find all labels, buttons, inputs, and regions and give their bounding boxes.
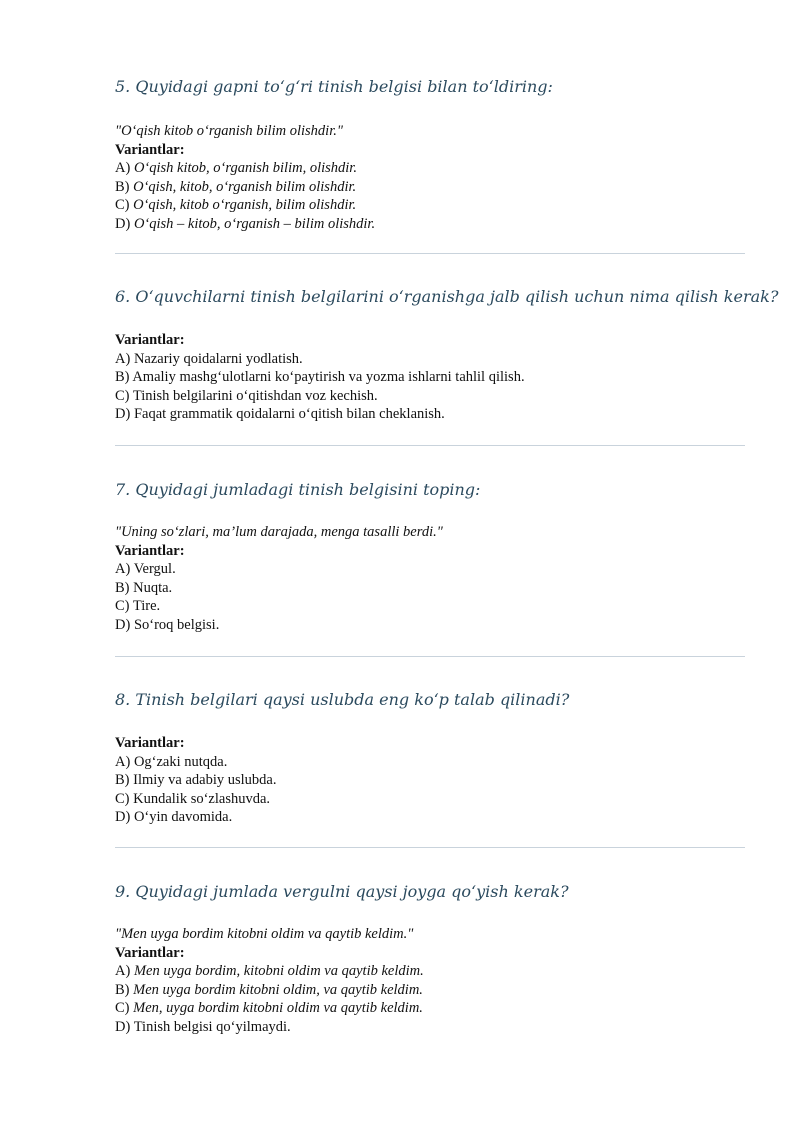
option-text: O‘qish kitob, o‘rganish bilim, olishdir.	[133, 160, 357, 177]
option-text: O‘qish – kitob, o‘rganish – bilim olishdir.	[133, 215, 376, 232]
option-letter: D)	[115, 616, 131, 633]
option-b	[115, 178, 745, 197]
option-a	[115, 350, 745, 369]
section-divider	[115, 445, 745, 446]
question-8	[115, 689, 745, 711]
option-letter: D)	[115, 406, 131, 423]
option-text: So‘roq belgisi.	[133, 616, 220, 633]
option-b	[115, 771, 745, 790]
option-a	[115, 159, 745, 178]
option-text: Vergul.	[133, 561, 176, 578]
question-9	[115, 881, 745, 903]
option-letter: D)	[115, 215, 131, 232]
question-title: 7. Quyidagi jumladagi tinish belgisini toping:	[115, 480, 481, 499]
option-letter: C)	[115, 598, 130, 615]
option-c	[115, 999, 745, 1018]
option-d	[115, 215, 745, 234]
option-letter: A)	[115, 160, 131, 177]
question-quote: "Men uyga bordim kitobni oldim va qaytib keldim."	[115, 926, 414, 942]
option-d	[115, 1018, 745, 1037]
option-letter: C)	[115, 1000, 130, 1017]
question-quote: "O‘qish kitob o‘rganish bilim olishdir."	[115, 123, 343, 139]
question-6	[115, 286, 779, 308]
variants-label: Variantlar:	[115, 944, 185, 961]
option-text: Men, uyga bordim kitobni oldim va qaytib keldim.	[133, 1000, 423, 1017]
question-5	[115, 76, 745, 98]
option-d	[115, 808, 745, 827]
question-7	[115, 479, 745, 501]
option-letter: B)	[115, 579, 130, 596]
option-text: O‘qish, kitob, o‘rganish bilim olishdir.	[133, 178, 357, 195]
option-letter: B)	[115, 178, 130, 195]
option-letter: D)	[115, 809, 131, 826]
option-text: Nuqta.	[133, 579, 173, 596]
option-text: Ilmiy va adabiy uslubda.	[133, 772, 277, 789]
option-letter: D)	[115, 1018, 131, 1035]
question-7-body	[115, 523, 745, 635]
question-5-body	[115, 122, 745, 234]
question-title: 8. Tinish belgilari qaysi uslubda eng ko‘p talab qilinadi?	[115, 690, 570, 709]
variants-label: Variantlar:	[115, 141, 185, 158]
question-6-body	[115, 331, 745, 424]
question-quote: "Uning so‘zlari, ma’lum darajada, menga tasalli berdi."	[115, 524, 443, 540]
option-c	[115, 387, 745, 406]
variants-label: Variantlar:	[115, 735, 185, 751]
option-text: O‘qish, kitob o‘rganish, bilim olishdir.	[133, 197, 357, 214]
option-letter: B)	[115, 981, 130, 998]
option-letter: C)	[115, 790, 130, 807]
option-text: Men uyga bordim kitobni oldim, va qaytib keldim.	[133, 981, 423, 998]
question-title: 6. O‘quvchilarni tinish belgilarini o‘rganishga jalb qilish uchun nima qilish kerak?	[115, 287, 779, 306]
option-text: Nazariy qoidalarni yodlatish.	[133, 350, 303, 367]
option-b	[115, 981, 745, 1000]
option-text: Kundalik so‘zlashuvda.	[133, 790, 271, 807]
option-text: Men uyga bordim, kitobni oldim va qaytib keldim.	[133, 963, 424, 980]
question-8-body	[115, 734, 745, 827]
section-divider	[115, 656, 745, 657]
option-letter: A)	[115, 561, 131, 578]
option-text: Amaliy mashg‘ulotlarni ko‘paytirish va yozma ishlarni tahlil qilish.	[132, 369, 525, 386]
option-letter: B)	[115, 772, 130, 789]
option-letter: C)	[115, 197, 130, 214]
option-c	[115, 597, 745, 616]
page-content	[115, 0, 779, 1131]
option-d	[115, 616, 745, 635]
option-letter: A)	[115, 963, 131, 980]
variants-label: Variantlar:	[115, 332, 185, 348]
option-letter: A)	[115, 350, 131, 367]
option-text: Og‘zaki nutqda.	[133, 753, 228, 770]
option-c	[115, 196, 745, 215]
option-b	[115, 579, 745, 598]
option-d	[115, 405, 745, 424]
option-a	[115, 753, 745, 772]
section-divider	[115, 253, 745, 254]
question-title: 5. Quyidagi gapni to‘g‘ri tinish belgisi bilan to‘ldiring:	[115, 77, 553, 96]
question-9-body	[115, 925, 745, 1037]
option-letter: B)	[115, 369, 130, 386]
option-a	[115, 962, 745, 981]
section-divider	[115, 847, 745, 848]
option-c	[115, 790, 745, 809]
question-title: 9. Quyidagi jumlada vergulni qaysi joyga qo‘yish kerak?	[115, 882, 569, 901]
option-text: O‘yin davomida.	[133, 809, 233, 826]
option-text: Tinish belgilarini o‘qitishdan voz kechish.	[132, 387, 378, 404]
option-letter: A)	[115, 753, 131, 770]
option-text: Faqat grammatik qoidalarni o‘qitish bilan cheklanish.	[133, 406, 445, 423]
option-b	[115, 368, 745, 387]
variants-label: Variantlar:	[115, 542, 185, 559]
option-text: Tire.	[132, 598, 161, 615]
option-a	[115, 560, 745, 579]
option-letter: C)	[115, 387, 130, 404]
option-text: Tinish belgisi qo‘yilmaydi.	[133, 1018, 291, 1035]
